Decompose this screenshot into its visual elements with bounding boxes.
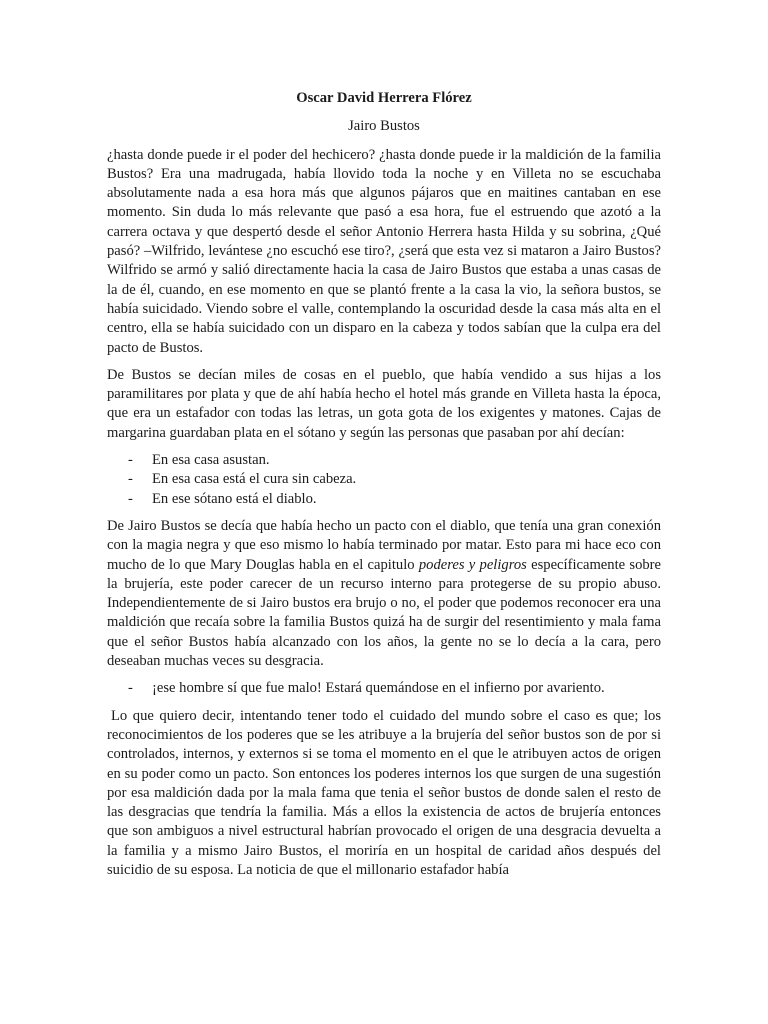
- book-chapter-title: poderes y peligros: [418, 556, 527, 573]
- list-item: [107, 451, 661, 470]
- quote-list: [107, 679, 661, 698]
- rumor-list: [107, 451, 661, 509]
- list-item: [107, 490, 661, 509]
- paragraph-3-text-end: específicamente sobre la brujería, este poder carecer de un recurso interno para protegerse de su propio abuso. Independientemente de si Jairo bustos era brujo o no, el poder que podemos reconocer era una maldición que recaía sobre la familia Bustos quizá ha de surgir del resentimiento y mala fama que el señor Bustos había alcanzado con los años, la gente no se lo decía a la cara, pero deseaban muchas veces su desgracia.: [107, 556, 661, 670]
- list-item-text: ¡ese hombre sí que fue malo! Estará quemándose en el infierno por avariento.: [152, 680, 605, 697]
- list-item: [107, 470, 661, 489]
- list-item-text: En ese sótano está el diablo.: [152, 490, 317, 507]
- paragraph-2: De Bustos se decían miles de cosas en el pueblo, que había vendido a sus hijas a los paramilitares por plata y que de ahí había hecho el hotel más grande en Villeta hasta la época, que era un estafador con todas las letras, un gota gota de los exigentes y matones. Cajas de margarina guardaban plata en el sótano y según las personas que pasaban por ahí decían:: [107, 366, 661, 441]
- document-body: [107, 89, 661, 888]
- list-item-text: En esa casa está el cura sin cabeza.: [152, 471, 357, 488]
- list-dash-marker: -: [128, 490, 133, 507]
- document-title: Jairo Bustos: [348, 118, 420, 135]
- paragraph-1: ¿hasta donde puede ir el poder del hechicero? ¿hasta donde puede ir la maldición de la familia Bustos? Era una madrugada, había llovido toda la noche y en Villeta no se escuchaba absolutamente nada a esa hora más que algunos pájaros que en maitines cantaban en ese momento. Sin duda lo más relevante que pasó a esa hora, fue el estruendo que azotó a la carrera octava y que despertó desde el señor Antonio Herrera hasta Hilda y su sobrina, ¿Qué pasó? –Wilfrido, levántese ¿no escuchó ese tiro?, ¿será que esta vez si mataron a Jairo Bustos? Wilfrido se armó y salió directamente hacia la casa de Jairo Bustos que estaba a unas casas de la de él, cuando, en ese momento en que se plantó frente a la casa la vio, la señora bustos, se había suicidado. Viendo sobre el valle, contemplando la oscuridad desde la casa más alta en el centro, ella se había suicidado con un disparo en la cabeza y todos sabían que la culpa era del pacto de Bustos.: [107, 146, 661, 356]
- list-dash-marker: -: [128, 452, 133, 469]
- list-dash-marker: -: [128, 680, 133, 697]
- list-item-text: En esa casa asustan.: [152, 452, 270, 469]
- list-item: [107, 679, 661, 698]
- paragraph-3: [107, 517, 661, 671]
- author-name: Oscar David Herrera Flórez: [296, 90, 472, 106]
- paragraph-3-text-start: De Jairo Bustos se decía que había hecho un pacto con el diablo, que tenía una gran conexión con la magia negra y que eso mismo lo había terminado por matar. Esto para mi hace eco con mucho de lo que Mary Douglas habla en el capitulo: [107, 517, 661, 573]
- list-dash-marker: -: [128, 471, 133, 488]
- paragraph-4: Lo que quiero decir, intentando tener todo el cuidado del mundo sobre el caso es que; los reconocimientos de los poderes que se les atribuye a la brujería del señor bustos son de por si controlados, internos, y externos si se toma el momento en el que le atribuyen actos de origen en su poder como un pacto. Son entonces los poderes internos los que surgen de una sugestión por esa maldición dada por la mala fama que tenia el señor bustos de donde salen el resto de las desgracias que tendría la familia. Más a ellos la existencia de actos de brujería entonces que son ambiguos a nivel estructural habrían provocado el origen de una desgracia devuelta a la familia y a mismo Jairo Bustos, el moriría en un hospital de caridad años después del suicidio de su esposa. La noticia de que el millonario estafador había: [107, 707, 661, 878]
